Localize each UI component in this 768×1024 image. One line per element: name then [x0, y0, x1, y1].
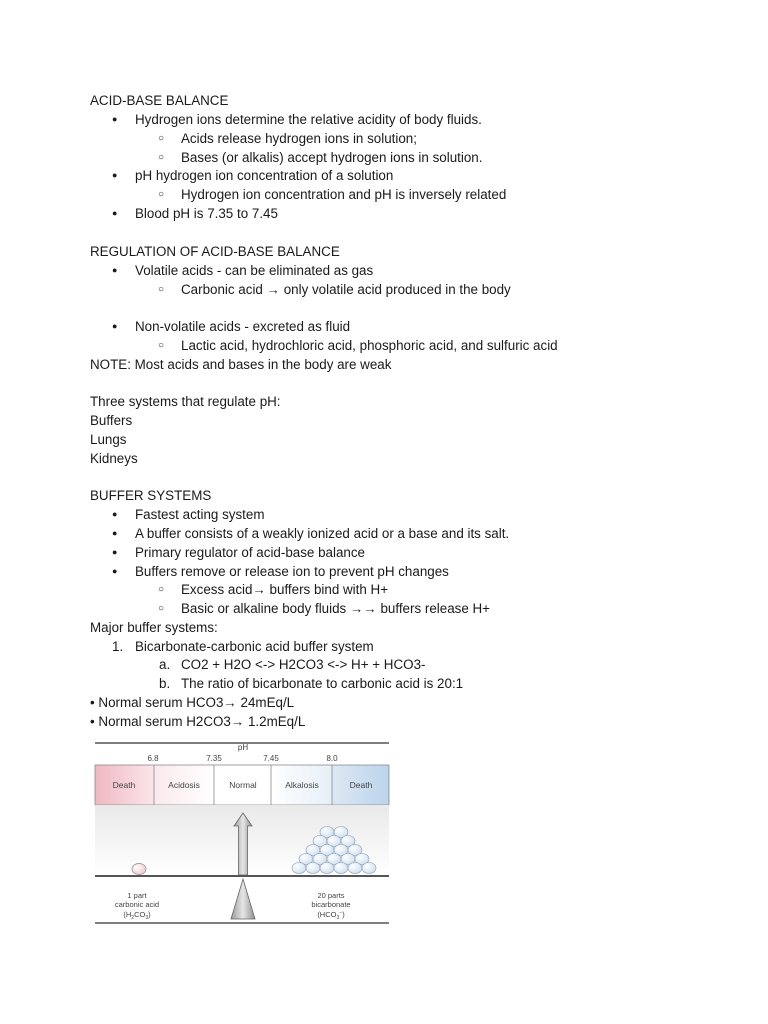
list-number: 1. [112, 639, 124, 654]
zone-label: Death [349, 780, 373, 790]
bullet-item: ● Volatile acids - can be eliminated as gas [135, 261, 373, 280]
section-title-buffer: BUFFER SYSTEMS [90, 488, 212, 503]
note-text: NOTE: Most acids and bases in the body are weak [90, 357, 392, 372]
serum-value-text: • Normal serum H2CO3→ 1.2mEq/L [90, 714, 306, 729]
sub-bullet-item: ○ Acids release hydrogen ions in solution; [181, 129, 417, 148]
ph-tick-label: 7.35 [206, 754, 222, 763]
lettered-item-text: CO2 + H2O <-> H2CO3 <-> H+ + HCO3- [181, 657, 426, 672]
bullet-item: ● Buffers remove or release ion to prevent pH changes [135, 562, 449, 581]
list-item: Kidneys [90, 451, 138, 466]
list-letter: b. [159, 676, 171, 691]
right-caption-line: bicarbonate [311, 900, 351, 909]
bullet-item: ● Non-volatile acids - excreted as fluid [135, 317, 350, 336]
ph-balance-figure [93, 740, 391, 926]
lettered-item-text: The ratio of bicarbonate to carbonic acid is 20:1 [181, 676, 464, 691]
bullet-item: ● pH hydrogen ion concentration of a solution [135, 166, 393, 185]
ph-balance-diagram [93, 740, 391, 926]
ph-tick-label: 6.8 [147, 754, 159, 763]
section-title-regulation: REGULATION OF ACID-BASE BALANCE [90, 244, 340, 259]
paragraph-text: Major buffer systems: [90, 620, 218, 635]
numbered-item-text: Bicarbonate-carbonic acid buffer system [135, 639, 374, 654]
bullet-item: ● Hydrogen ions determine the relative acidity of body fluids. [135, 110, 482, 129]
lettered-item [159, 674, 464, 693]
sub-bullet-item: ○ Hydrogen ion concentration and pH is inversely related [181, 185, 506, 204]
ph-axis-label: pH [237, 743, 249, 752]
zone-label: Normal [229, 780, 257, 790]
sub-bullet-item: ○ Bases (or alkalis) accept hydrogen ions in solution. [181, 148, 482, 167]
bullet-item: ● Fastest acting system [135, 505, 265, 524]
bicarbonate-formula: $(HCO_3^-)$ [317, 910, 345, 921]
fulcrum [231, 879, 255, 919]
left-caption-line: 1 part [127, 891, 147, 900]
right-caption-line: 20 parts [317, 891, 345, 900]
carbonic-acid-ball [132, 864, 146, 875]
zone-label: Death [112, 780, 136, 790]
list-letter: a. [159, 657, 171, 672]
zone-label: Alkalosis [285, 780, 319, 790]
list-item: Lungs [90, 432, 127, 447]
ph-tick-label: 7.45 [263, 754, 279, 763]
sub-bullet-item: ○ Excess acid→ buffers bind with H+ [181, 580, 388, 599]
section-title-acid-base: ACID-BASE BALANCE [90, 93, 229, 108]
ph-tick-label: 8.0 [326, 754, 338, 763]
bullet-item: ● A buffer consists of a weakly ionized acid or a base and its salt. [135, 524, 509, 543]
left-caption-line: carbonic acid [114, 900, 160, 909]
sub-bullet-item: ○ Carbonic acid → only volatile acid produced in the body [181, 280, 511, 299]
paragraph-text: Three systems that regulate pH: [90, 394, 281, 409]
list-item: Buffers [90, 413, 133, 428]
numbered-item [112, 637, 374, 656]
zone-label: Acidosis [168, 780, 200, 790]
bullet-item: ● Blood pH is 7.35 to 7.45 [135, 204, 278, 223]
sub-bullet-item: ○ Lactic acid, hydrochloric acid, phosphoric acid, and sulfuric acid [181, 336, 558, 355]
bullet-item: ● Primary regulator of acid-base balance [135, 543, 365, 562]
lettered-item [159, 655, 426, 674]
serum-value-text: • Normal serum HCO3→ 24mEq/L [90, 695, 295, 710]
carbonic-acid-formula: $(H_2CO_3)$ [123, 910, 151, 921]
sub-bullet-item: ○ Basic or alkaline body fluids →→ buffers release H+ [181, 599, 490, 618]
